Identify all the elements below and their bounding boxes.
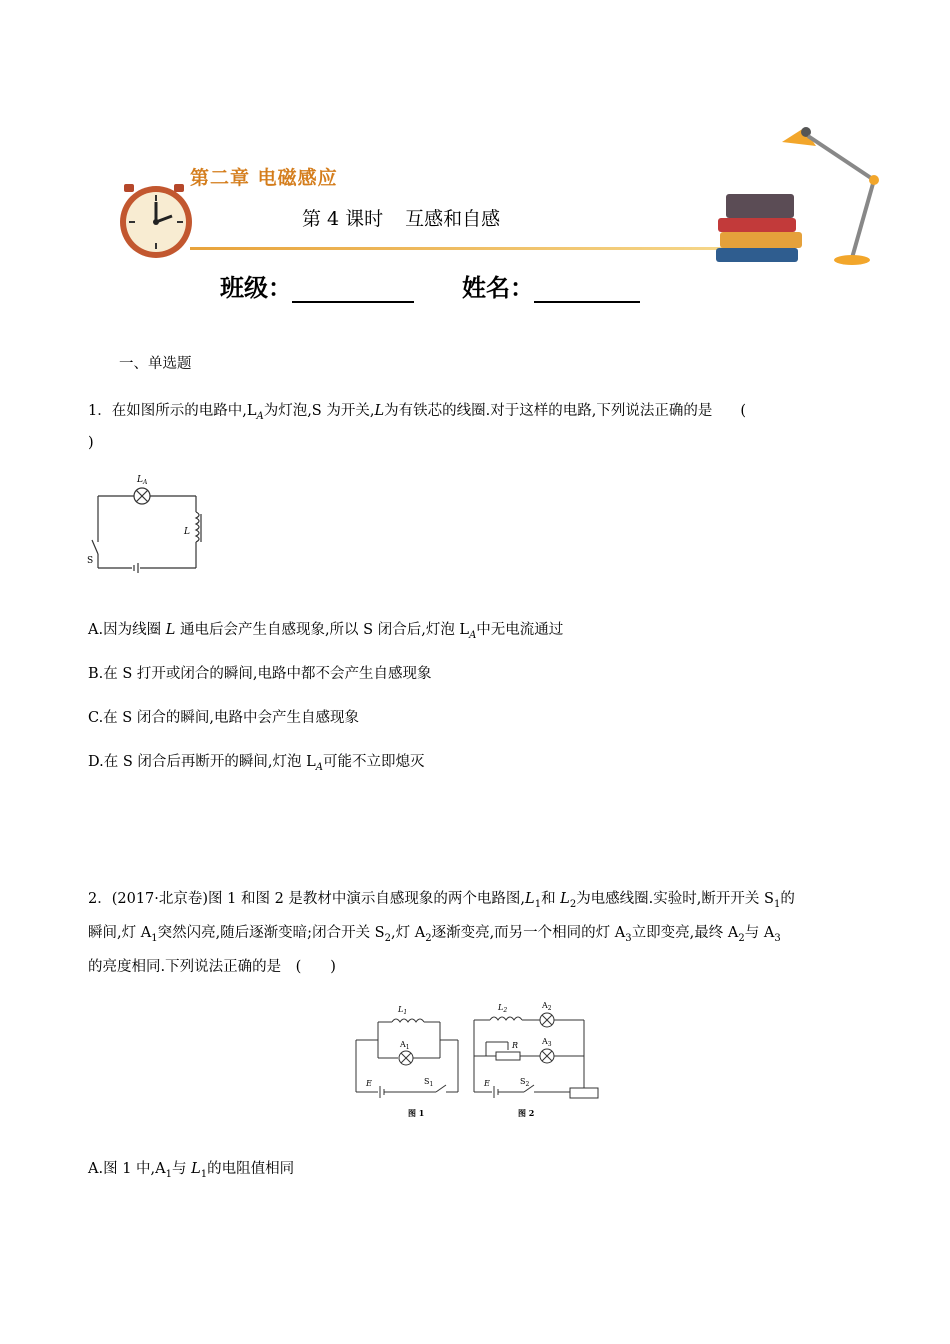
- q1-answer-bracket-close: ): [88, 434, 94, 451]
- q1-option-d-text-1: D.在 S 闭合后再断开的瞬间,灯泡 L: [88, 754, 316, 770]
- header-divider: [190, 247, 750, 250]
- q2-text-2f: 与 A: [744, 924, 775, 941]
- q2-text-1b: 和: [541, 891, 561, 907]
- q1-text-1: 1．在如图所示的电路中,L: [88, 403, 257, 419]
- chapter-title: 第二章 电磁感应: [190, 167, 338, 189]
- q1-option-d-sub: A: [315, 761, 323, 773]
- q2-l2-sub: 2: [569, 898, 577, 910]
- q2-s2-sub: 2: [384, 932, 391, 944]
- fig2-e-label: E: [484, 1079, 490, 1088]
- question-2: [88, 885, 868, 981]
- q2-option-a[interactable]: [88, 1157, 294, 1180]
- fig1-l-sub: 1: [403, 1009, 408, 1016]
- fig2-l-sub: 2: [503, 1007, 508, 1014]
- q2-option-a-text-1: A.图 1 中,A: [88, 1161, 166, 1177]
- class-label: 班级：: [220, 274, 292, 302]
- q1-option-c[interactable]: C.在 S 闭合的瞬间,电路中会产生自感现象: [88, 710, 359, 726]
- fig1-s-sub: 1: [429, 1081, 434, 1088]
- q1-fig-coil-label: L: [184, 527, 190, 537]
- svg-text:A2: [541, 1001, 552, 1012]
- q1-option-d-text-2: 可能不立即熄灭: [322, 754, 425, 770]
- q1-text-3: 为有铁芯的线圈.对于这样的电路,下列说法正确的是: [384, 403, 713, 419]
- q2-text-3: 的亮度相同.下列说法正确的是 ( ): [88, 958, 336, 975]
- fig2-caption: 图 2: [518, 1108, 535, 1118]
- svg-text:S2: [520, 1077, 529, 1088]
- class-blank[interactable]: [292, 301, 414, 303]
- q2-a2-sub-b: 2: [738, 932, 745, 944]
- fig1-a-sub: 1: [405, 1044, 410, 1051]
- q1-coil-symbol: L: [374, 403, 385, 419]
- fig2-r-label: R: [512, 1041, 519, 1050]
- q1-option-d[interactable]: [88, 750, 424, 773]
- books-lamp-icon: [712, 122, 882, 272]
- q2-text-2d: 逐渐变亮,而另一个相同的灯 A: [431, 924, 626, 941]
- fig2-l-label: L: [498, 1003, 504, 1012]
- q1-option-a-coil: L: [165, 622, 176, 638]
- fig1-e-label: E: [366, 1079, 372, 1088]
- q2-s1-sub: 1: [773, 898, 781, 910]
- q2-text-2e: 立即变亮,最终 A: [631, 924, 739, 941]
- fig2-s-sub: 2: [525, 1081, 530, 1088]
- q2-l1-symbol: L: [525, 891, 535, 907]
- q2-option-a-sub-1: 1: [165, 1168, 172, 1180]
- q2-text-1c: 为电感线圈.实验时,断开开关 S: [576, 891, 774, 907]
- q2-l2-symbol: L: [560, 891, 570, 907]
- q1-text-2: 为灯泡,S 为开关,: [263, 403, 375, 419]
- fig1-l-label: L: [398, 1005, 404, 1014]
- q1-option-a-text-2: 通电后会产生自感现象,所以 S 闭合后,灯泡 L: [175, 622, 470, 638]
- fig1-s-label: S: [424, 1077, 430, 1086]
- student-info: [220, 268, 640, 303]
- lesson-title: [302, 204, 500, 231]
- q1-answer-bracket-open: (: [740, 403, 746, 419]
- q1-option-a-text-3: 中无电流通过: [476, 622, 564, 638]
- fig2-a2-sub: 2: [547, 1005, 552, 1012]
- q1-fig-lamp-sub: A: [142, 479, 148, 486]
- q2-a2-sub: 2: [425, 932, 432, 944]
- svg-text:S1: [424, 1077, 433, 1088]
- fig1-a-label: A: [400, 1040, 406, 1049]
- name-label: 姓名：: [462, 274, 534, 302]
- q2-option-a-sub-2: 1: [200, 1168, 208, 1180]
- q1-fig-switch-label: S: [87, 556, 94, 566]
- lesson-topic: 互感和自感: [405, 208, 501, 230]
- question-1: [88, 398, 868, 456]
- q2-option-a-text-2: 与: [171, 1161, 192, 1177]
- section-heading: 一、单选题: [119, 356, 192, 372]
- svg-text:A1: [399, 1040, 410, 1051]
- q1-option-a-text-1: A.因为线圈: [88, 622, 166, 638]
- q2-l1-sub: 1: [534, 898, 542, 910]
- q2-option-a-coil: L: [191, 1161, 201, 1177]
- name-blank[interactable]: [534, 301, 640, 303]
- fig2-a3-sub: 3: [547, 1041, 552, 1048]
- q1-circuit-figure: [84, 470, 214, 580]
- q2-text-1a: 2．(2017·北京卷)图 1 和图 2 是教材中演示自感现象的两个电路图,: [88, 891, 526, 907]
- q1-option-a[interactable]: [88, 618, 563, 641]
- q2-text-2b: 突然闪亮,随后逐渐变暗;闭合开关 S: [157, 924, 385, 941]
- q2-circuit-figures: [350, 992, 610, 1122]
- clock-icon: [116, 180, 196, 260]
- q1-fig-lamp-label: L: [137, 475, 143, 485]
- q1-option-b[interactable]: B.在 S 打开或闭合的瞬间,电路中都不会产生自感现象: [88, 666, 432, 682]
- q1-sub-a: A: [256, 410, 264, 422]
- q2-a3-sub-b: 3: [774, 932, 781, 944]
- svg-text:L1: [397, 1005, 407, 1016]
- svg-text:A3: [541, 1037, 552, 1048]
- lesson-number: 第 4 课时: [302, 208, 384, 230]
- fig1-caption: 图 1: [408, 1108, 425, 1118]
- q2-a3-sub: 3: [625, 932, 632, 944]
- svg-text:L2: [497, 1003, 507, 1014]
- q2-text-1d: 的: [780, 891, 795, 907]
- q2-text-2c: ,灯 A: [391, 924, 426, 941]
- fig2-a3-label: A: [542, 1037, 548, 1046]
- fig2-a2-label: A: [542, 1001, 548, 1010]
- q2-option-a-text-3: 的电阻值相同: [207, 1161, 295, 1177]
- q1-option-a-sub: A: [469, 629, 477, 641]
- q2-a1-sub: 1: [151, 932, 158, 944]
- svg-text:LA: [136, 475, 148, 486]
- fig2-s-label: S: [520, 1077, 526, 1086]
- q2-text-2a: 瞬间,灯 A: [88, 924, 152, 941]
